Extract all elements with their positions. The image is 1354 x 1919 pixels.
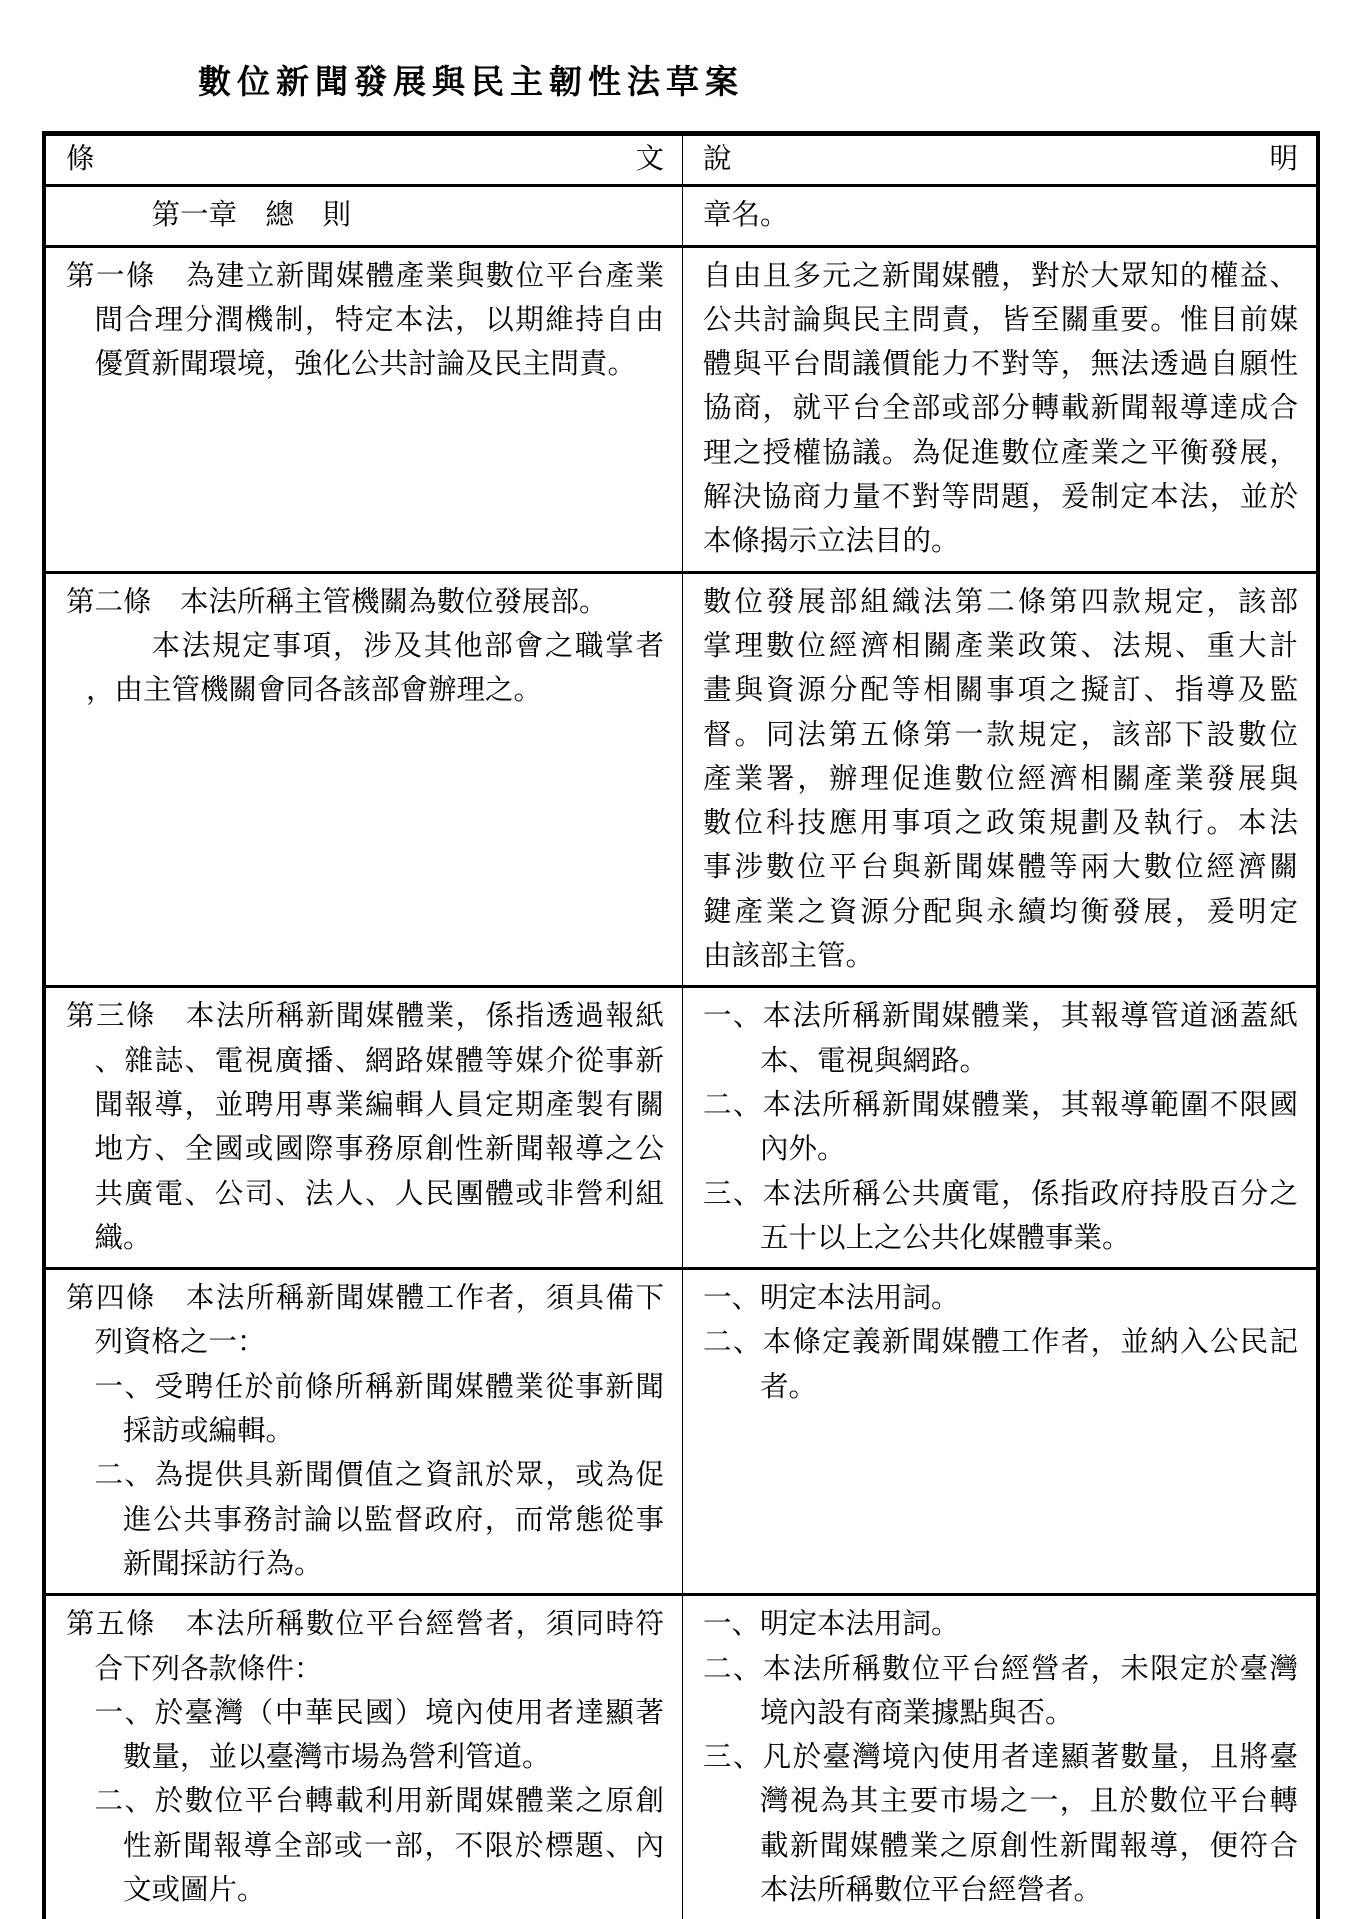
explanation-cell <box>683 1270 1316 1593</box>
text-line: 公共討論與民主問責，皆至關重要。惟目前媒 <box>703 304 1298 336</box>
text-line: 二、本條定義新聞媒體工作者，並納入公民記 <box>703 1327 1298 1359</box>
text-line: 產業署，辦理促進數位經濟相關產業發展與 <box>703 763 1298 795</box>
provision-cell <box>46 1596 683 1919</box>
text-line: 一、明定本法用詞。 <box>703 1283 960 1315</box>
note-item-paragraph <box>703 1173 1298 1262</box>
text-line: 新聞採訪行為。 <box>123 1548 323 1580</box>
text-line: 間合理分潤機制，特定本法，以期維持自由 <box>94 304 664 336</box>
text-line: 由該部主管。 <box>703 941 875 973</box>
note-paragraph <box>703 581 1298 980</box>
text-line: 自由且多元之新聞媒體，對於大眾知的權益、 <box>703 260 1298 292</box>
provision-cell <box>46 988 683 1267</box>
note-paragraph <box>703 255 1298 565</box>
note-item-paragraph <box>703 1321 1298 1410</box>
text-line: 數量，並以臺灣市場為營利管道。 <box>123 1742 551 1774</box>
text-line: 文或圖片。 <box>123 1874 266 1906</box>
text-line: 二、本法所稱新聞媒體業，其報導範圍不限國 <box>703 1089 1298 1121</box>
text-line: 灣視為其主要市場之一，且於數位平台轉 <box>760 1786 1298 1818</box>
text-line: 一、明定本法用詞。 <box>703 1609 960 1641</box>
text-line: 、雜誌、電視廣播、網路媒體等媒介從事新 <box>94 1045 664 1077</box>
header-explanation <box>683 136 1316 184</box>
chapter-row <box>46 187 1316 247</box>
text-line: 掌理數位經濟相關產業政策、法規、重大計 <box>703 630 1298 662</box>
explanation-cell <box>683 1596 1316 1919</box>
header-provision-char-1: 條 <box>66 144 95 175</box>
text-line: 二、為提供具新聞價值之資訊於眾，或為促 <box>94 1460 664 1492</box>
text-line: 一、受聘任於前條所稱新聞媒體業從事新聞 <box>94 1371 664 1403</box>
text-line: 章名。 <box>703 200 789 232</box>
text-line: 本法規定事項，涉及其他部會之職掌者 <box>151 630 664 662</box>
text-line: 織。 <box>94 1222 152 1254</box>
note-item-paragraph <box>703 1648 1298 1737</box>
text-line: 地方、全國或國際事務原創性新聞報導之公 <box>94 1134 664 1166</box>
text-line: 第四條 本法所稱新聞媒體工作者，須具備下 <box>66 1283 664 1315</box>
article-row <box>46 1596 1316 1919</box>
text-line: 三、凡於臺灣境內使用者達顯著數量，且將臺 <box>703 1742 1298 1774</box>
text-line: 五十以上之公共化媒體事業。 <box>760 1222 1131 1254</box>
text-line: 第一條 為建立新聞媒體產業與數位平台產業 <box>66 260 664 292</box>
note-item-paragraph <box>703 1084 1298 1173</box>
article-paragraph <box>66 581 664 625</box>
text-line: 載新聞媒體業之原創性新聞報導，便符合 <box>760 1830 1298 1862</box>
explanation-cell <box>683 988 1316 1267</box>
text-line: 督。同法第五條第一款規定，該部下設數位 <box>703 719 1298 751</box>
text-line: 採訪或編輯。 <box>123 1416 295 1448</box>
text-line: 三、本法所稱公共廣電，係指政府持股百分之 <box>703 1178 1298 1210</box>
item-paragraph <box>66 1692 664 1781</box>
text-line: 數位科技應用事項之政策規劃及執行。本法 <box>703 808 1298 840</box>
text-line: 性新聞報導全部或一部，不限於標題、內 <box>123 1830 664 1862</box>
text-line: 優質新聞環境，強化公共討論及民主問責。 <box>94 349 637 381</box>
text-line: 畫與資源分配等相關事項之擬訂、指導及監 <box>703 675 1298 707</box>
text-line: 數位發展部組織法第二條第四款規定，該部 <box>703 586 1298 618</box>
text-line: 第三條 本法所稱新聞媒體業，係指透過報紙 <box>66 1001 664 1033</box>
text-line: 第二條 本法所稱主管機關為數位發展部。 <box>66 586 608 618</box>
article-row <box>46 1270 1316 1596</box>
item-paragraph <box>66 1366 664 1455</box>
header-provision-char-2: 文 <box>635 144 664 175</box>
text-line: 合下列各款條件： <box>94 1653 323 1685</box>
article-paragraph <box>66 995 664 1261</box>
text-line: 本、電視與網路。 <box>760 1045 989 1077</box>
provision-cell <box>46 187 683 244</box>
table-header-row <box>46 136 1316 187</box>
article-row <box>46 988 1316 1270</box>
explanation-cell <box>683 574 1316 986</box>
item-paragraph <box>66 1780 664 1913</box>
note-item-paragraph <box>703 1277 1298 1321</box>
text-line: 一、本法所稱新聞媒體業，其報導管道涵蓋紙 <box>703 1001 1298 1033</box>
chapter-paragraph <box>66 194 664 238</box>
note-item-paragraph <box>703 995 1298 1084</box>
text-line: 第一章 總 則 <box>151 200 352 232</box>
text-line: 理之授權協議。為促進數位產業之平衡發展， <box>703 437 1298 469</box>
text-line: 體與平台間議價能力不對等，無法透過自願性 <box>703 349 1298 381</box>
text-line: 一、於臺灣（中華民國）境內使用者達顯著 <box>94 1697 664 1729</box>
provision-cell <box>46 574 683 986</box>
comparison-table <box>42 131 1320 1919</box>
text-line: 聞報導，並聘用專業編輯人員定期產製有關 <box>94 1089 664 1121</box>
provision-cell <box>46 1270 683 1593</box>
note-paragraph <box>703 194 1298 238</box>
text-line: 進公共事務討論以監督政府，而常態從事 <box>123 1504 664 1536</box>
text-line: 解決協商力量不對等問題，爰制定本法，並於 <box>703 482 1298 514</box>
text-line: ，由主管機關會同各該部會辦理之。 <box>85 675 542 707</box>
text-line: 事涉數位平台與新聞媒體等兩大數位經濟關 <box>703 852 1298 884</box>
text-line: 第五條 本法所稱數位平台經營者，須同時符 <box>66 1609 664 1641</box>
text-line: 二、本法所稱數位平台經營者，未限定於臺灣 <box>703 1653 1298 1685</box>
text-line: 列資格之一： <box>94 1327 266 1359</box>
article-row <box>46 574 1316 989</box>
text-line: 二、於數位平台轉載利用新聞媒體業之原創 <box>94 1786 664 1818</box>
explanation-cell <box>683 187 1316 244</box>
text-line: 協商，就平台全部或部分轉載新聞報導達成合 <box>703 393 1298 425</box>
text-line: 者。 <box>760 1371 818 1403</box>
explanation-cell <box>683 248 1316 571</box>
text-line: 本法所稱數位平台經營者。 <box>760 1874 1103 1906</box>
para-paragraph <box>66 625 664 714</box>
header-provision <box>46 136 683 184</box>
text-line: 境內設有商業據點與否。 <box>760 1697 1074 1729</box>
article-paragraph <box>66 1603 664 1692</box>
text-line: 共廣電、公司、法人、人民團體或非營利組 <box>94 1178 664 1210</box>
document-title: 數位新聞發展與民主韌性法草案 <box>198 65 744 101</box>
text-line: 內外。 <box>760 1134 846 1166</box>
article-paragraph <box>66 255 664 388</box>
article-row <box>46 248 1316 574</box>
note-item-paragraph <box>703 1603 1298 1647</box>
item-paragraph <box>66 1454 664 1587</box>
header-explanation-char-2: 明 <box>1269 144 1298 175</box>
text-line: 本條揭示立法目的。 <box>703 526 960 558</box>
header-explanation-char-1: 說 <box>703 144 732 175</box>
text-line: 鍵產業之資源分配與永續均衡發展，爰明定 <box>703 896 1298 928</box>
note-item-paragraph <box>703 1736 1298 1913</box>
provision-cell <box>46 248 683 571</box>
article-paragraph <box>66 1277 664 1366</box>
